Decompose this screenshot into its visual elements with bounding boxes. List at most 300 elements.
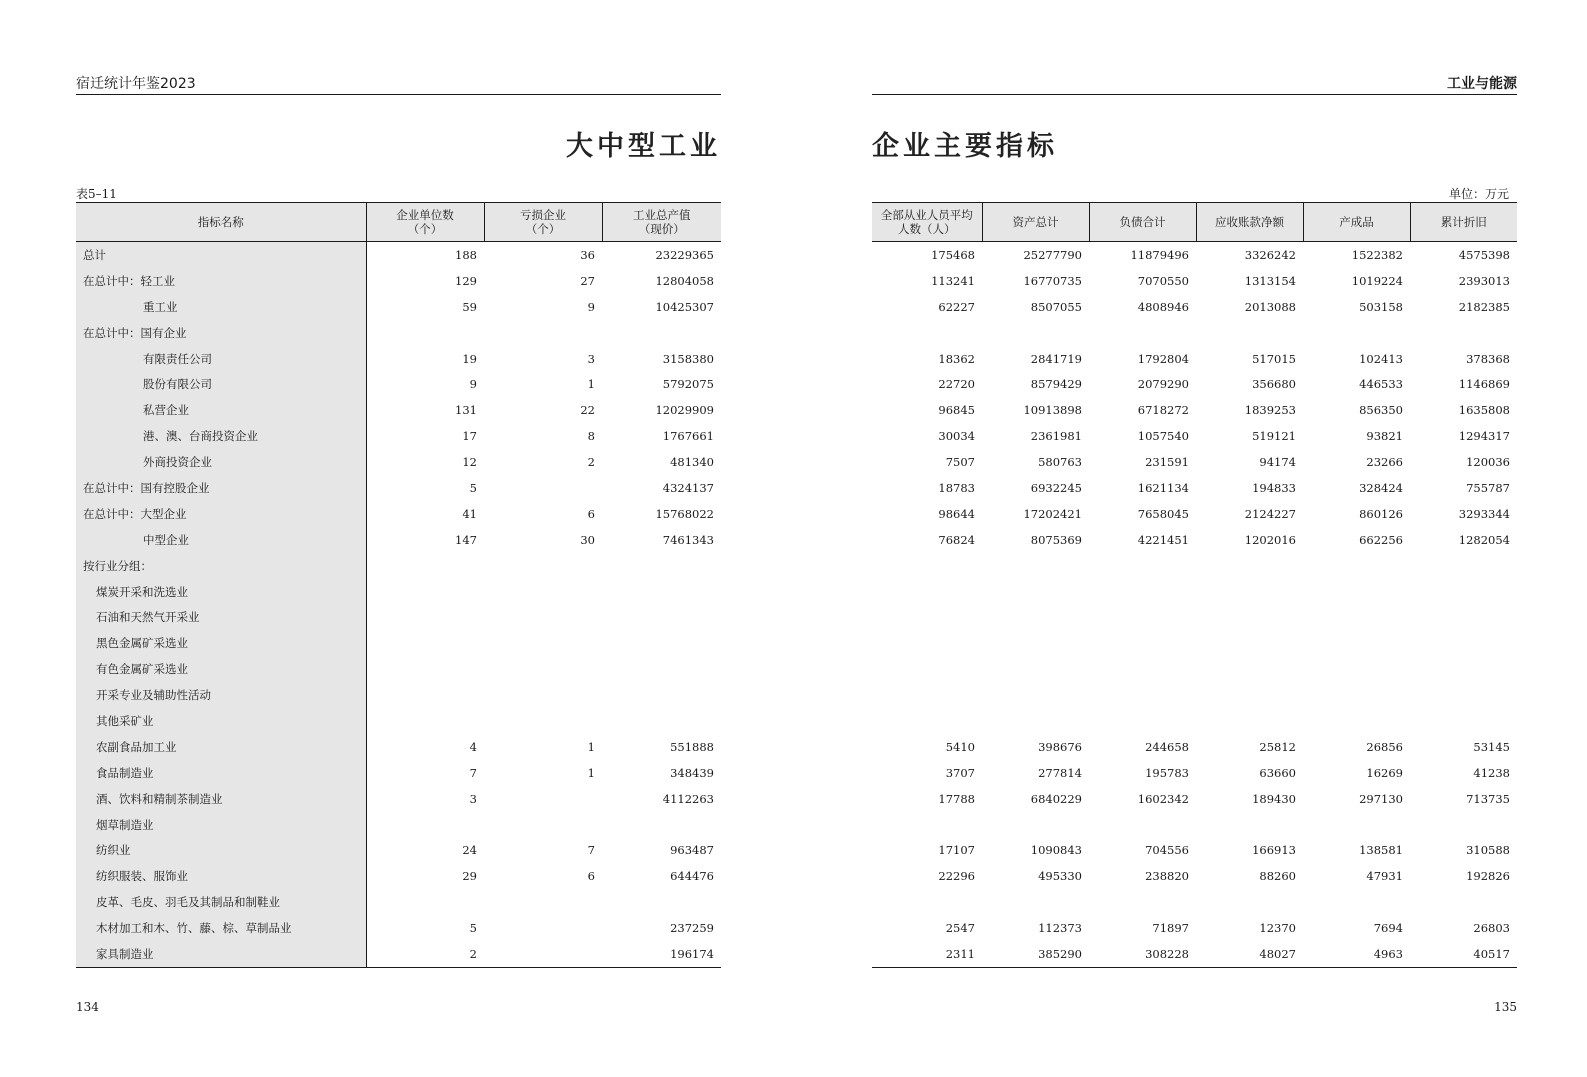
table-row [76, 812, 721, 838]
value-cell: 1057540 [1137, 429, 1189, 444]
value-cell: 196174 [670, 946, 714, 961]
indicator-name: 在总计中：国有控股企业 [76, 475, 366, 501]
table-row [76, 553, 721, 579]
indicator-name: 食品制造业 [76, 760, 366, 786]
value-cell: 62227 [938, 299, 975, 314]
value-cell [1196, 812, 1303, 838]
value-cell [366, 553, 484, 579]
running-head-right [872, 74, 1517, 95]
table-row [76, 604, 721, 630]
column-header [484, 203, 602, 242]
value-cell [484, 604, 602, 630]
value-cell: 194833 [1252, 480, 1296, 495]
value-cell [872, 682, 982, 708]
value-cell [1410, 708, 1517, 734]
value-cell [1303, 320, 1410, 346]
value-cell: 310588 [1466, 843, 1510, 858]
value-cell [1089, 320, 1196, 346]
table-number: 表5–11 [76, 187, 117, 201]
value-cell: 17107 [938, 843, 975, 858]
indicator-name: 在总计中：轻工业 [76, 268, 366, 294]
indicator-name: 港、澳、台商投资企业 [76, 423, 366, 449]
value-cell [1410, 682, 1517, 708]
value-cell [484, 553, 602, 579]
value-cell [1303, 553, 1410, 579]
value-cell: 3158380 [662, 351, 714, 366]
value-cell: 15768022 [655, 506, 714, 521]
value-cell: 4221451 [1137, 532, 1189, 547]
value-cell [602, 553, 721, 579]
value-cell: 7507 [945, 455, 975, 470]
value-cell: 237259 [670, 921, 714, 936]
value-cell: 22296 [938, 869, 975, 884]
value-cell: 580763 [1038, 455, 1082, 470]
value-cell: 385290 [1038, 946, 1082, 961]
value-cell [602, 656, 721, 682]
value-cell [1303, 708, 1410, 734]
column-header [1303, 203, 1410, 242]
table-row [872, 682, 1517, 708]
value-cell [602, 812, 721, 838]
value-cell: 30034 [938, 429, 975, 444]
value-cell: 3326242 [1244, 247, 1296, 262]
table-row [872, 837, 1517, 863]
table-row [872, 656, 1517, 682]
value-cell: 17202421 [1023, 506, 1082, 521]
table-row [76, 863, 721, 889]
value-cell [1089, 604, 1196, 630]
value-cell: 2547 [945, 921, 975, 936]
column-header-line: 指标名称 [197, 215, 244, 229]
value-cell: 188 [366, 242, 484, 268]
value-cell: 2311 [945, 946, 975, 961]
value-cell: 2124227 [1244, 506, 1296, 521]
value-cell [982, 604, 1089, 630]
value-cell: 1767661 [662, 429, 714, 444]
value-cell: 18362 [938, 351, 975, 366]
column-header-line: 亏损企业 [520, 208, 566, 222]
table-row [76, 630, 721, 656]
column-header-line: 累计折旧 [1440, 215, 1487, 229]
value-cell: 8075369 [1030, 532, 1082, 547]
table-row [872, 579, 1517, 605]
table-row [872, 604, 1517, 630]
value-cell [484, 786, 602, 812]
value-cell [1303, 579, 1410, 605]
value-cell: 4112263 [662, 791, 714, 806]
value-cell: 48027 [1259, 946, 1296, 961]
column-header-line: 应收账款净额 [1215, 215, 1284, 229]
value-cell [982, 708, 1089, 734]
yearbook-title: 宿迁统计年鉴2023 [76, 76, 196, 92]
value-cell: 1792804 [1137, 351, 1189, 366]
value-cell: 8507055 [1030, 299, 1082, 314]
indicator-name: 农副食品加工业 [76, 734, 366, 760]
value-cell: 175468 [931, 247, 975, 262]
value-cell [1089, 553, 1196, 579]
value-cell: 41238 [1473, 765, 1510, 780]
column-header-line: （个） [407, 222, 443, 236]
value-cell [484, 630, 602, 656]
value-cell [1410, 812, 1517, 838]
value-cell: 1 [587, 765, 595, 780]
indicator-name: 黑色金属矿采选业 [76, 630, 366, 656]
table-row [76, 527, 721, 553]
value-cell: 1 [587, 377, 595, 392]
running-head-left [76, 74, 721, 95]
value-cell [982, 812, 1089, 838]
indicator-name: 按行业分组： [76, 553, 366, 579]
value-cell: 76824 [938, 532, 975, 547]
column-header [366, 203, 484, 242]
value-cell: 446533 [1359, 377, 1403, 392]
value-cell: 551888 [670, 739, 714, 754]
value-cell: 112373 [1038, 921, 1082, 936]
value-cell: 26856 [1366, 739, 1403, 754]
value-cell: 53145 [1473, 739, 1510, 754]
column-header-line: 负债合计 [1119, 215, 1166, 229]
indicator-name: 木材加工和木、竹、藤、棕、草制品业 [76, 915, 366, 941]
value-cell [484, 708, 602, 734]
page-number-left: 134 [76, 1000, 99, 1014]
value-cell [872, 630, 982, 656]
value-cell: 11879496 [1130, 247, 1189, 262]
value-cell: 7658045 [1137, 506, 1189, 521]
value-cell: 23229365 [655, 247, 714, 262]
column-header [872, 203, 982, 242]
value-cell: 1313154 [1244, 273, 1296, 288]
value-cell: 4324137 [662, 480, 714, 495]
value-cell [1410, 889, 1517, 915]
value-cell: 1602342 [1137, 791, 1189, 806]
value-cell: 16269 [1366, 765, 1403, 780]
value-cell [872, 604, 982, 630]
value-cell [366, 708, 484, 734]
value-cell: 2393013 [1458, 273, 1510, 288]
value-cell: 129 [366, 268, 484, 294]
indicator-name: 烟草制造业 [76, 812, 366, 838]
value-cell [1303, 889, 1410, 915]
value-cell: 7461343 [662, 532, 714, 547]
value-cell [366, 889, 484, 915]
value-cell: 7 [587, 843, 595, 858]
value-cell: 662256 [1359, 532, 1403, 547]
value-cell [982, 320, 1089, 346]
indicator-name: 有色金属矿采选业 [76, 656, 366, 682]
value-cell: 963487 [670, 843, 714, 858]
table-row [872, 553, 1517, 579]
table-row [872, 294, 1517, 320]
table-row [872, 475, 1517, 501]
value-cell: 5 [366, 475, 484, 501]
value-cell: 2361981 [1030, 429, 1082, 444]
value-cell: 328424 [1359, 480, 1403, 495]
value-cell: 7694 [1373, 921, 1403, 936]
unit-label: 单位：万元 [1448, 187, 1509, 201]
value-cell: 3 [587, 351, 595, 366]
indicator-name: 外商投资企业 [76, 449, 366, 475]
table-row [76, 268, 721, 294]
value-cell: 24 [366, 837, 484, 863]
value-cell: 93821 [1366, 429, 1403, 444]
value-cell: 297130 [1359, 791, 1403, 806]
value-cell [1410, 630, 1517, 656]
value-cell [1089, 708, 1196, 734]
table-row [872, 397, 1517, 423]
value-cell: 10425307 [655, 299, 714, 314]
table-row [76, 501, 721, 527]
table-row [76, 786, 721, 812]
value-cell: 1621134 [1137, 480, 1189, 495]
table-row [872, 268, 1517, 294]
value-cell [1196, 553, 1303, 579]
value-cell: 1090843 [1030, 843, 1082, 858]
table-row [872, 760, 1517, 786]
column-header-line: 资产总计 [1012, 215, 1059, 229]
value-cell: 348439 [670, 765, 714, 780]
indicator-name: 股份有限公司 [76, 371, 366, 397]
table-row [872, 449, 1517, 475]
column-header [602, 203, 721, 242]
value-cell [982, 630, 1089, 656]
value-cell [1410, 604, 1517, 630]
value-cell: 23266 [1366, 455, 1403, 470]
value-cell: 131 [366, 397, 484, 423]
value-cell: 378368 [1466, 351, 1510, 366]
value-cell: 3707 [945, 765, 975, 780]
value-cell [1303, 682, 1410, 708]
indicator-name: 在总计中：国有企业 [76, 320, 366, 346]
value-cell [1196, 656, 1303, 682]
value-cell [366, 656, 484, 682]
value-cell: 26803 [1473, 921, 1510, 936]
table-row [76, 579, 721, 605]
value-cell [872, 812, 982, 838]
value-cell: 7070550 [1137, 273, 1189, 288]
table-row [76, 837, 721, 863]
value-cell: 238820 [1145, 869, 1189, 884]
value-cell [1196, 889, 1303, 915]
value-cell: 1522382 [1351, 247, 1403, 262]
value-cell: 704556 [1145, 843, 1189, 858]
table-row [76, 423, 721, 449]
column-header-line: （个） [525, 222, 561, 236]
table-row [872, 242, 1517, 268]
value-cell: 195783 [1145, 765, 1189, 780]
table-row [76, 889, 721, 915]
value-cell [1410, 579, 1517, 605]
value-cell: 22720 [938, 377, 975, 392]
value-cell: 94174 [1259, 455, 1296, 470]
value-cell: 2182385 [1458, 299, 1510, 314]
indicator-name: 纺织服装、服饰业 [76, 863, 366, 889]
indicator-name: 开采专业及辅助性活动 [76, 682, 366, 708]
indicator-name: 家具制造业 [76, 941, 366, 967]
value-cell: 2 [366, 941, 484, 967]
value-cell [1089, 630, 1196, 656]
table-row [76, 734, 721, 760]
value-cell: 6932245 [1030, 480, 1082, 495]
value-cell [872, 320, 982, 346]
column-header-line: 全部从业人员平均 [880, 208, 973, 222]
indicator-name: 煤炭开采和洗选业 [76, 579, 366, 605]
value-cell [366, 320, 484, 346]
value-cell [872, 656, 982, 682]
value-cell [1196, 708, 1303, 734]
value-cell [602, 708, 721, 734]
value-cell: 59 [366, 294, 484, 320]
table-row [872, 527, 1517, 553]
value-cell [484, 656, 602, 682]
value-cell [982, 682, 1089, 708]
indicator-name: 有限责任公司 [76, 346, 366, 372]
value-cell: 277814 [1038, 765, 1082, 780]
indicator-name: 在总计中：大型企业 [76, 501, 366, 527]
value-cell [1196, 579, 1303, 605]
value-cell [1196, 604, 1303, 630]
indicator-name: 皮革、毛皮、羽毛及其制品和制鞋业 [76, 889, 366, 915]
value-cell [602, 604, 721, 630]
value-cell: 231591 [1145, 455, 1189, 470]
column-header [1410, 203, 1517, 242]
column-header [1089, 203, 1196, 242]
table-row [872, 708, 1517, 734]
value-cell: 2013088 [1244, 299, 1296, 314]
value-cell [982, 889, 1089, 915]
value-cell [1303, 630, 1410, 656]
value-cell [366, 604, 484, 630]
chapter-title: 工业与能源 [1447, 76, 1517, 92]
table-row [76, 708, 721, 734]
value-cell: 856350 [1359, 403, 1403, 418]
value-cell [602, 579, 721, 605]
value-cell [1196, 320, 1303, 346]
column-header [76, 203, 366, 242]
value-cell: 96845 [938, 403, 975, 418]
value-cell [602, 630, 721, 656]
value-cell: 63660 [1259, 765, 1296, 780]
value-cell: 244658 [1145, 739, 1189, 754]
value-cell [366, 682, 484, 708]
value-cell: 519121 [1252, 429, 1296, 444]
table-row [76, 320, 721, 346]
column-header-line: 产成品 [1339, 215, 1374, 229]
value-cell: 713735 [1466, 791, 1510, 806]
table-row [872, 915, 1517, 941]
table-row [872, 346, 1517, 372]
column-header [1196, 203, 1303, 242]
value-cell [484, 682, 602, 708]
value-cell: 9 [366, 371, 484, 397]
value-cell: 356680 [1252, 377, 1296, 392]
value-cell: 2079290 [1137, 377, 1189, 392]
value-cell [484, 475, 602, 501]
value-cell: 517015 [1252, 351, 1296, 366]
table-row [76, 760, 721, 786]
value-cell [1089, 889, 1196, 915]
value-cell: 138581 [1359, 843, 1403, 858]
value-cell: 5 [366, 915, 484, 941]
table-row [872, 371, 1517, 397]
value-cell: 17788 [938, 791, 975, 806]
value-cell [1303, 812, 1410, 838]
indicator-name: 其他采矿业 [76, 708, 366, 734]
value-cell [872, 579, 982, 605]
value-cell [1303, 604, 1410, 630]
page-number-right: 135 [1494, 1000, 1517, 1014]
value-cell: 1839253 [1244, 403, 1296, 418]
value-cell: 644476 [670, 869, 714, 884]
table-row [76, 475, 721, 501]
table-row [76, 294, 721, 320]
value-cell: 30 [580, 532, 595, 547]
value-cell [484, 915, 602, 941]
value-cell: 308228 [1145, 946, 1189, 961]
value-cell [1089, 682, 1196, 708]
table-row [872, 501, 1517, 527]
column-header-line: 工业总产值 [633, 208, 691, 222]
value-cell: 17 [366, 423, 484, 449]
value-cell: 6 [587, 869, 595, 884]
value-cell: 47931 [1366, 869, 1403, 884]
value-cell: 1294317 [1458, 429, 1510, 444]
value-cell [484, 941, 602, 967]
value-cell: 4963 [1373, 946, 1403, 961]
value-cell [982, 656, 1089, 682]
value-cell: 25812 [1259, 739, 1296, 754]
value-cell: 503158 [1359, 299, 1403, 314]
indicator-name: 中型企业 [76, 527, 366, 553]
column-header-line: （现价） [638, 222, 685, 236]
table-row [872, 423, 1517, 449]
value-cell: 7 [366, 760, 484, 786]
value-cell: 192826 [1466, 869, 1510, 884]
value-cell: 4575398 [1458, 247, 1510, 262]
indicator-name: 私营企业 [76, 397, 366, 423]
value-cell: 41 [366, 501, 484, 527]
value-cell: 29 [366, 863, 484, 889]
value-cell [484, 812, 602, 838]
value-cell [872, 553, 982, 579]
value-cell: 481340 [670, 455, 714, 470]
value-cell [366, 812, 484, 838]
table-row [76, 397, 721, 423]
value-cell: 3293344 [1458, 506, 1510, 521]
value-cell [366, 630, 484, 656]
value-cell: 2 [587, 455, 595, 470]
table-row [76, 449, 721, 475]
value-cell [982, 579, 1089, 605]
value-cell: 1635808 [1458, 403, 1510, 418]
value-cell [1410, 320, 1517, 346]
value-cell: 1202016 [1244, 532, 1296, 547]
value-cell [1089, 812, 1196, 838]
value-cell: 98644 [938, 506, 975, 521]
table-row [76, 242, 721, 268]
value-cell: 25277790 [1023, 247, 1082, 262]
value-cell [484, 320, 602, 346]
value-cell: 10913898 [1023, 403, 1082, 418]
value-cell: 12 [366, 449, 484, 475]
value-cell [1410, 553, 1517, 579]
table-row [76, 346, 721, 372]
value-cell [1196, 630, 1303, 656]
value-cell: 4808946 [1137, 299, 1189, 314]
value-cell [872, 708, 982, 734]
value-cell: 2841719 [1030, 351, 1082, 366]
value-cell: 18783 [938, 480, 975, 495]
value-cell [602, 682, 721, 708]
